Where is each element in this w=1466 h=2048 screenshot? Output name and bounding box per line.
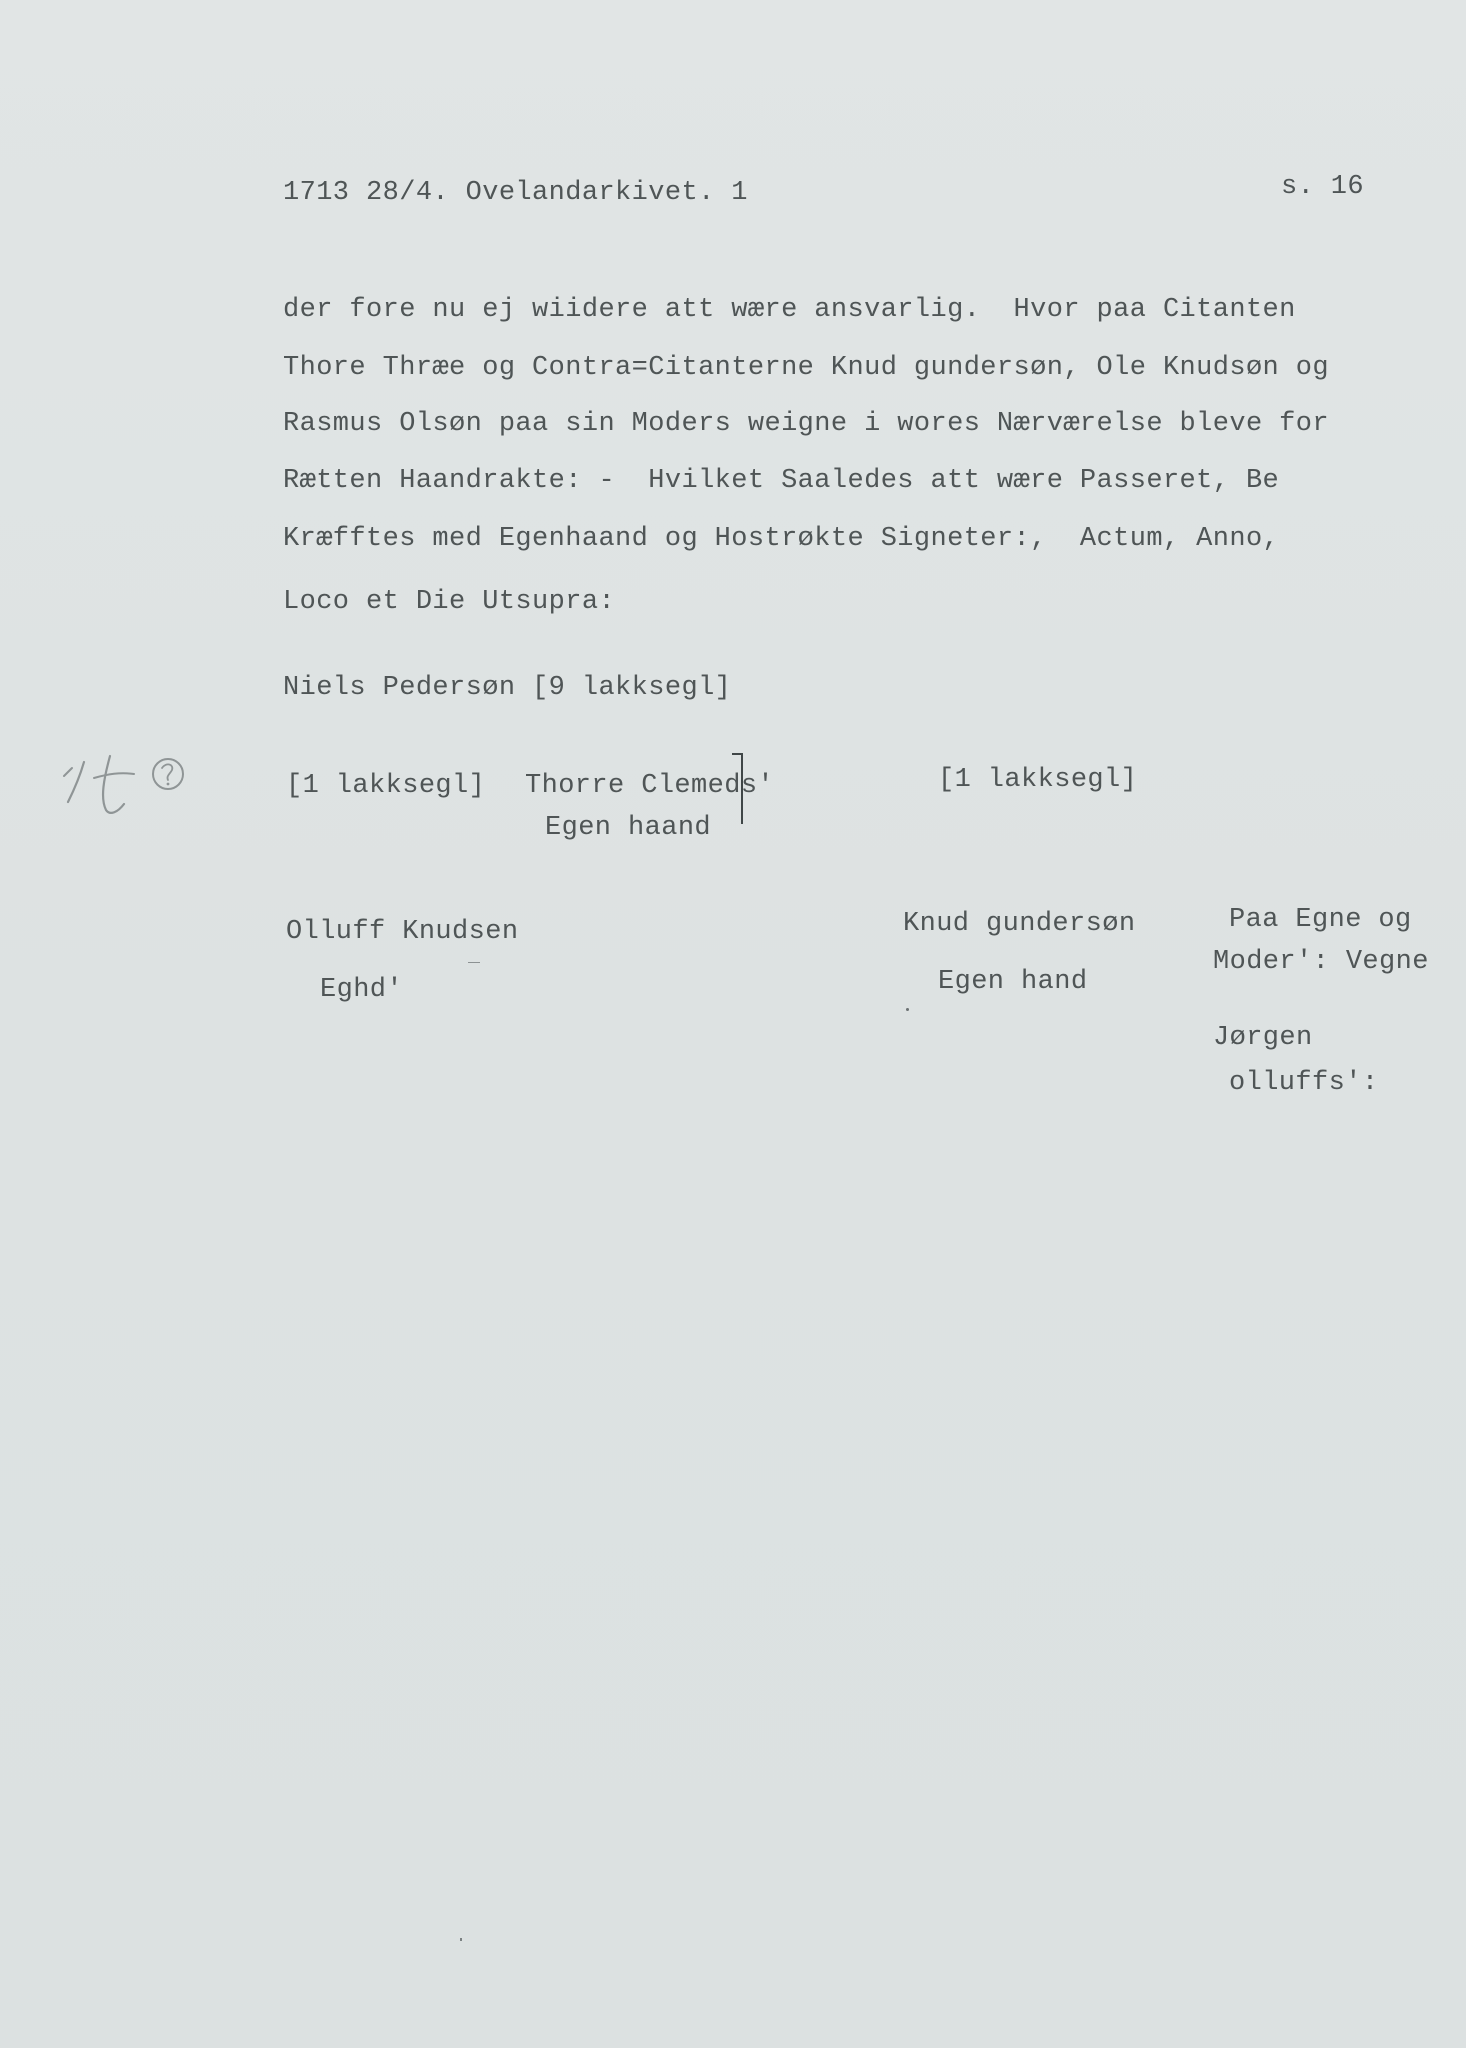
paper-speck <box>460 1938 462 1941</box>
body-line: Loco et Die Utsupra: <box>283 587 616 617</box>
bracket-mark-icon <box>728 748 748 828</box>
body-line: Kræfftes med Egenhaand og Hostrøkte Signeter:, Actum, Anno, <box>283 524 1280 554</box>
signature-olluff-sub: Eghd' <box>320 975 404 1005</box>
paper-speck <box>468 962 480 963</box>
signature-jorgen-line2: olluffs': <box>1229 1068 1379 1098</box>
signature-niels: Niels Pedersøn [9 lakksegl] <box>283 673 732 703</box>
signature-jorgen-line1: Jørgen <box>1213 1023 1313 1053</box>
paper-speck <box>906 1008 909 1011</box>
body-line: der fore nu ej wiidere att wære ansvarlig. Hvor paa Citanten <box>283 295 1296 325</box>
handwritten-pencil-note-icon <box>50 752 200 822</box>
body-line: Rætten Haandrakte: - Hvilket Saaledes att wære Passeret, Be <box>283 466 1280 496</box>
seal-left: [1 lakksegl] <box>286 771 486 801</box>
signature-paa-line2: Moder': Vegne <box>1213 947 1429 977</box>
signature-knud-name: Knud gundersøn <box>903 909 1136 939</box>
body-line: Rasmus Olsøn paa sin Moders weigne i wores Nærværelse bleve for <box>283 409 1329 439</box>
signature-thorre-sub: Egen haand <box>545 813 712 843</box>
signature-knud-sub: Egen hand <box>938 967 1088 997</box>
signature-paa-line1: Paa Egne og <box>1229 905 1412 935</box>
body-line: Thore Thræe og Contra=Citanterne Knud gundersøn, Ole Knudsøn og <box>283 353 1329 383</box>
signature-olluff-name: Olluff Knudsen <box>286 917 519 947</box>
header-reference: 1713 28/4. Ovelandarkivet. 1 <box>283 178 748 208</box>
signature-thorre-name: Thorre Clemeds' <box>525 771 775 801</box>
page-number: s. 16 <box>1281 172 1365 202</box>
seal-right: [1 lakksegl] <box>938 765 1138 795</box>
